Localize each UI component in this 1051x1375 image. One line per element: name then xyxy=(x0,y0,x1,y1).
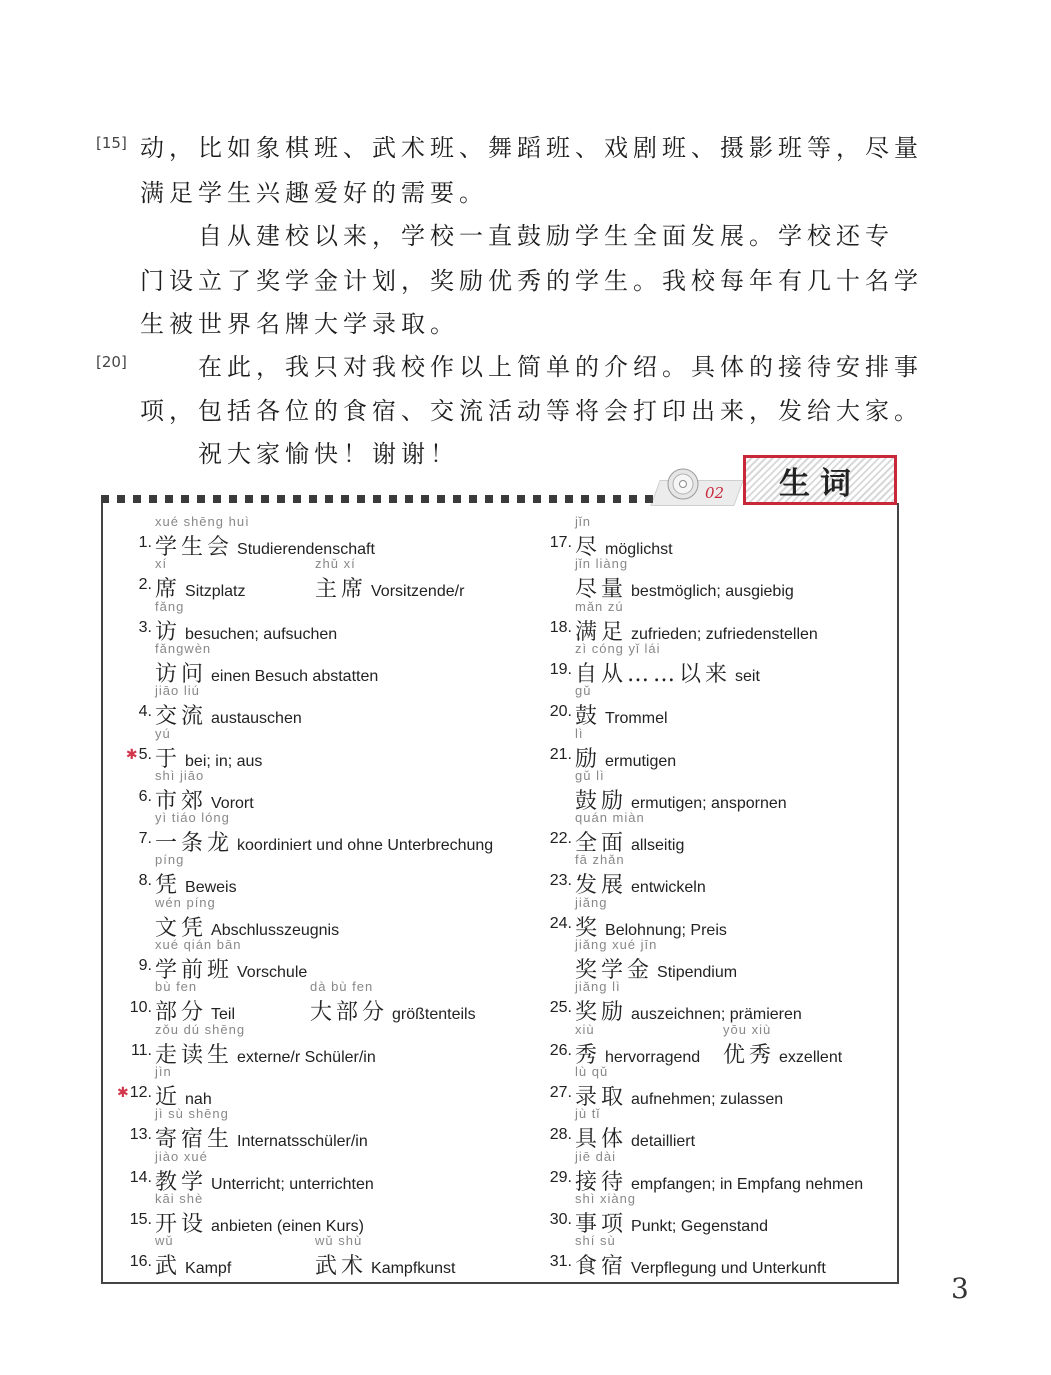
hanzi: 大部分 xyxy=(310,1000,389,1026)
vocab-word xyxy=(575,556,794,603)
vocab-entry xyxy=(103,1063,893,1110)
definition: möglichst xyxy=(605,541,673,558)
definition: zufrieden; zufriedenstellen xyxy=(631,625,818,643)
audio-track-number: 02 xyxy=(705,484,725,502)
hanzi: 学生会 xyxy=(155,535,234,560)
pinyin: yōu xiù xyxy=(723,1021,772,1037)
text-line: 自从建校以来，学校一直鼓励学生全面发展。学校还专 xyxy=(198,222,894,250)
vocab-number-text: 21. xyxy=(549,745,572,763)
vocab-number-text: 5. xyxy=(138,745,152,763)
key-word-star-icon: ✱ xyxy=(117,1083,129,1100)
pinyin: lì xyxy=(575,725,584,741)
pinyin: gǔ lì xyxy=(575,767,605,783)
vocab-word xyxy=(575,1022,700,1069)
vocab-entry xyxy=(103,725,893,772)
vocab-title xyxy=(743,455,897,505)
definition: ermutigen; anspornen xyxy=(631,794,787,812)
definition: Vorsitzende/r xyxy=(371,583,465,601)
hanzi: 尽 xyxy=(575,535,602,560)
hanzi: 寄宿生 xyxy=(155,1127,234,1153)
text-line: 项，包括各位的食宿、交流活动等将会打印出来，发给大家。 xyxy=(140,397,923,425)
vocab-word xyxy=(575,852,706,899)
pinyin: fǎng xyxy=(155,598,185,614)
definition: Studierendenschaft xyxy=(237,541,375,558)
vocab-entry xyxy=(103,1021,893,1068)
vocab-entry xyxy=(103,979,893,1026)
text-line: 门设立了奖学金计划，奖励优秀的学生。我校每年有几十名学 xyxy=(140,267,923,295)
pinyin: dà bù fen xyxy=(310,979,374,995)
definition: Belohnung; Preis xyxy=(605,921,727,939)
vocab-entry xyxy=(103,852,893,899)
text-line: 在此，我只对我校作以上简单的介绍。具体的接待安排事 xyxy=(198,353,923,381)
vocab-number-text: 6. xyxy=(138,787,152,805)
definition: entwickeln xyxy=(631,879,706,897)
hanzi: 主席 xyxy=(315,577,368,603)
vocab-number-text: 4. xyxy=(138,703,152,721)
hanzi: 交流 xyxy=(155,704,208,730)
vocab-entry xyxy=(103,598,893,645)
hanzi: 部分 xyxy=(155,1000,208,1026)
hanzi: 食宿 xyxy=(575,1254,628,1280)
definition: Sitzplatz xyxy=(185,583,246,601)
definition: Vorort xyxy=(211,794,254,812)
hanzi: 奖励 xyxy=(575,1000,628,1026)
vocab-number xyxy=(528,999,572,1017)
hanzi: 文凭 xyxy=(155,915,208,941)
vocab-word xyxy=(575,1191,768,1238)
definition: Kampf xyxy=(185,1260,232,1278)
vocab-number xyxy=(528,746,572,764)
hanzi: 接待 xyxy=(575,1169,628,1195)
vocab-word xyxy=(575,768,787,815)
hanzi: 全面 xyxy=(575,831,628,857)
hanzi: 尽量 xyxy=(575,577,628,603)
pinyin: jiāo liú xyxy=(155,683,200,699)
definition: Vorschule xyxy=(237,964,308,981)
hanzi: 奖 xyxy=(575,915,602,941)
hanzi: 武术 xyxy=(315,1254,368,1280)
pinyin: jiē dài xyxy=(575,1148,616,1164)
pinyin: yì tiáo lóng xyxy=(155,810,230,826)
vocab-entry xyxy=(103,1106,893,1153)
vocab-word xyxy=(575,1149,863,1196)
hanzi: 满足 xyxy=(575,619,628,645)
hanzi: 开设 xyxy=(155,1211,208,1237)
definition: Kampfkunst xyxy=(371,1260,456,1278)
definition: besuchen; aufsuchen xyxy=(185,625,338,643)
text-line: 祝大家愉快！谢谢！ xyxy=(198,440,459,468)
vocab-word xyxy=(723,1022,842,1069)
pinyin: xí xyxy=(155,556,168,572)
definition: Verpflegung und Unterkunft xyxy=(631,1260,826,1278)
definition: aufnehmen; zulassen xyxy=(631,1090,784,1108)
vocab-number xyxy=(528,619,572,637)
vocab-number-text: 12. xyxy=(129,1083,152,1101)
vocab-entry xyxy=(103,894,893,941)
hanzi: 事项 xyxy=(575,1211,628,1237)
hanzi: 鼓励 xyxy=(575,788,628,814)
vocab-number xyxy=(528,1042,572,1060)
pinyin: wǔ shù xyxy=(315,1233,363,1249)
line-number: [20] xyxy=(96,353,127,371)
pinyin: jǐn liàng xyxy=(575,556,629,572)
vocab-word xyxy=(575,641,760,688)
pinyin: jù tǐ xyxy=(575,1106,601,1122)
vocab-word xyxy=(575,514,673,561)
vocab-entry xyxy=(103,1233,893,1280)
vocab-number xyxy=(528,534,572,552)
vocab-number-text: 3. xyxy=(138,618,152,636)
vocab-number-text: 14. xyxy=(129,1168,152,1186)
definition: Punkt; Gegenstand xyxy=(631,1217,768,1235)
page-number: 3 xyxy=(951,1272,969,1305)
vocab-entry xyxy=(103,683,893,730)
definition: bestmöglich; ausgiebig xyxy=(631,583,794,601)
definition: Unterricht; unterrichten xyxy=(211,1175,374,1193)
definition: exzellent xyxy=(779,1048,843,1066)
pinyin: mǎn zú xyxy=(575,598,624,614)
vocab-word xyxy=(575,937,737,984)
pinyin: jìn xyxy=(155,1063,172,1079)
pinyin: jǐn xyxy=(575,514,592,529)
pinyin: xiù xyxy=(575,1021,595,1037)
vocab-number-text: 9. xyxy=(138,957,152,974)
hanzi: 于 xyxy=(155,746,182,772)
definition: Beweis xyxy=(185,879,237,897)
definition: nah xyxy=(185,1090,212,1108)
definition: größtenteils xyxy=(392,1006,476,1024)
vocab-number xyxy=(528,915,572,933)
vocab-entry xyxy=(103,1148,893,1195)
hanzi: 具体 xyxy=(575,1127,628,1153)
hanzi: 奖学金 xyxy=(575,958,654,983)
vocab-number-text: 15. xyxy=(129,1210,152,1228)
definition: Trommel xyxy=(605,710,668,728)
vocab-list xyxy=(101,503,899,1284)
definition: allseitig xyxy=(631,837,685,855)
vocab-number-text: 2. xyxy=(138,576,152,594)
definition: Internatsschüler/in xyxy=(237,1133,368,1151)
definition: bei; in; aus xyxy=(185,752,263,770)
hanzi: 录取 xyxy=(575,1084,628,1110)
vocab-word xyxy=(575,810,684,857)
section-divider xyxy=(101,495,655,503)
definition: anbieten (einen Kurs) xyxy=(211,1217,364,1235)
vocab-number-text: 13. xyxy=(129,1126,152,1144)
vocab-word xyxy=(575,683,668,730)
hanzi: 教学 xyxy=(155,1169,208,1195)
pinyin: xué shēng huì xyxy=(155,514,250,529)
vocab-word xyxy=(575,599,818,646)
vocab-word xyxy=(575,895,727,942)
definition: Stipendium xyxy=(657,964,738,981)
vocab-number-text: 25. xyxy=(549,999,572,1017)
definition: externe/r Schüler/in xyxy=(237,1048,376,1066)
vocab-number xyxy=(528,1126,572,1144)
pinyin: shì xiàng xyxy=(575,1190,637,1206)
vocab-number-text: 27. xyxy=(549,1083,572,1101)
vocab-number-text: 8. xyxy=(138,872,152,890)
vocab-number xyxy=(528,661,572,679)
pinyin: quán miàn xyxy=(575,810,645,826)
hanzi: 优秀 xyxy=(723,1042,776,1068)
vocab-number-text: 1. xyxy=(138,534,152,551)
definition: Teil xyxy=(211,1006,236,1024)
pinyin: shì jiāo xyxy=(155,767,205,783)
key-word-star-icon: ✱ xyxy=(125,745,138,762)
vocab-number-text: 30. xyxy=(549,1210,572,1228)
hanzi: 一条龙 xyxy=(155,831,234,857)
vocab-number-text: 17. xyxy=(549,534,572,551)
vocab-entry xyxy=(103,556,893,603)
vocab-number xyxy=(528,1084,572,1102)
definition: auszeichnen; prämieren xyxy=(631,1006,802,1024)
vocab-number-text: 28. xyxy=(549,1126,572,1144)
vocab-number-text: 19. xyxy=(549,660,572,678)
vocab-number-text: 18. xyxy=(549,618,572,636)
cd-audio-icon[interactable] xyxy=(667,468,699,500)
vocab-number-text: 16. xyxy=(129,1253,152,1271)
pinyin: kāi shè xyxy=(155,1190,204,1206)
pinyin: wǔ xyxy=(155,1233,174,1249)
vocab-number-text: 22. xyxy=(549,830,572,848)
hanzi: 席 xyxy=(155,577,182,603)
vocab-number xyxy=(528,1169,572,1187)
pinyin: jiǎng xyxy=(575,894,608,910)
hanzi: 学前班 xyxy=(155,958,234,983)
text-line: 生被世界名牌大学录取。 xyxy=(140,310,459,338)
pinyin: bù fen xyxy=(155,979,198,995)
pinyin: zì cóng yǐ lái xyxy=(575,640,661,656)
hanzi: 访问 xyxy=(155,661,208,687)
vocab-number-text: 10. xyxy=(129,999,152,1017)
vocab-number-text: 29. xyxy=(549,1168,572,1186)
pinyin: zǒu dú shēng xyxy=(155,1021,246,1037)
vocab-entry xyxy=(103,640,893,687)
pinyin: lù qǔ xyxy=(575,1063,609,1079)
vocab-number xyxy=(528,703,572,721)
hanzi: 秀 xyxy=(575,1042,602,1068)
pinyin: gǔ xyxy=(575,683,592,699)
vocab-entry xyxy=(103,767,893,814)
definition: seit xyxy=(735,667,760,685)
line-number: [15] xyxy=(96,134,127,152)
vocab-title-text: 生词 xyxy=(779,465,861,502)
definition: einen Besuch abstatten xyxy=(211,667,379,685)
pinyin: zhǔ xí xyxy=(315,556,356,572)
vocab-number xyxy=(528,830,572,848)
vocab-entry xyxy=(103,514,893,560)
definition: Abschlusszeugnis xyxy=(211,921,340,939)
pinyin: jiǎng lì xyxy=(575,979,621,995)
pinyin: yú xyxy=(155,725,171,741)
vocab-word xyxy=(575,1064,783,1111)
vocab-word xyxy=(575,979,802,1026)
vocab-number-text: 20. xyxy=(549,703,572,721)
definition: koordiniert und ohne Unterbrechung xyxy=(237,837,494,855)
definition: hervorragend xyxy=(605,1048,701,1066)
hanzi: 励 xyxy=(575,746,602,772)
definition: austauschen xyxy=(211,710,302,728)
pinyin: xué qián bān xyxy=(155,937,242,952)
definition: detailliert xyxy=(631,1133,696,1151)
vocab-entry xyxy=(103,810,893,857)
vocab-word xyxy=(575,1106,695,1153)
pinyin: jiǎng xué jīn xyxy=(575,937,658,952)
pinyin: wén píng xyxy=(155,894,216,910)
vocab-entry xyxy=(103,937,893,983)
vocab-number-text: 26. xyxy=(549,1041,572,1059)
vocab-number-text: 23. xyxy=(549,872,572,890)
pinyin: jì sù shēng xyxy=(155,1106,229,1122)
definition: empfangen; in Empfang nehmen xyxy=(631,1175,864,1193)
vocab-number-text: 31. xyxy=(549,1253,572,1271)
text-line: 满足学生兴趣爱好的需要。 xyxy=(140,179,488,207)
pinyin: píng xyxy=(155,852,185,868)
hanzi: 近 xyxy=(155,1084,182,1110)
pinyin: jiào xué xyxy=(155,1148,208,1164)
pinyin: fā zhǎn xyxy=(575,852,625,868)
vocab-word xyxy=(575,1233,826,1280)
text-line: 动，比如象棋班、武术班、舞蹈班、戏剧班、摄影班等，尽量 xyxy=(140,134,923,162)
hanzi: 凭 xyxy=(155,873,182,899)
hanzi: 走读生 xyxy=(155,1042,234,1068)
hanzi: 武 xyxy=(155,1254,182,1280)
vocab-number xyxy=(528,1253,572,1271)
hanzi: 访 xyxy=(155,619,182,645)
definition: ermutigen xyxy=(605,752,677,770)
vocab-entry xyxy=(103,1190,893,1237)
hanzi: 发展 xyxy=(575,873,628,899)
vocab-number-text: 11. xyxy=(130,1041,152,1059)
pinyin: fǎngwèn xyxy=(155,640,212,656)
vocab-number-text: 24. xyxy=(549,914,572,932)
hanzi: 市郊 xyxy=(155,788,208,814)
vocab-number xyxy=(528,1211,572,1229)
hanzi: 鼓 xyxy=(575,704,602,730)
vocab-number xyxy=(528,872,572,890)
pinyin: shí sù xyxy=(575,1233,616,1249)
vocab-word xyxy=(575,726,676,773)
vocab-number-text: 7. xyxy=(138,830,152,848)
hanzi: 自从……以来 xyxy=(575,661,732,687)
